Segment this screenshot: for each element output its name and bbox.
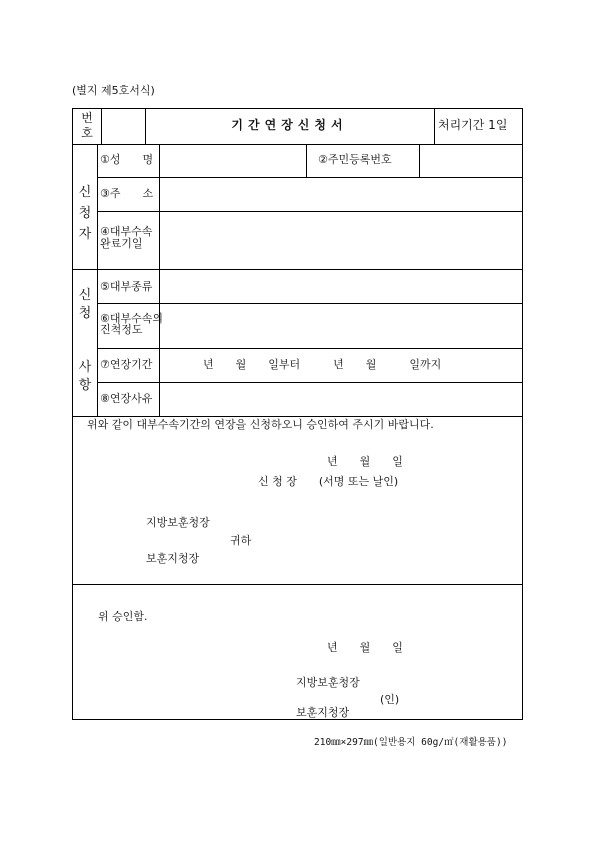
- recipient-branch-office: 보훈지청장: [146, 552, 200, 565]
- form-number-label: (별지 제5호서식): [72, 84, 155, 97]
- approval-statement: 위 승인함.: [98, 610, 148, 623]
- form-title: 기간연장신청서: [231, 118, 348, 132]
- progress-field[interactable]: [160, 304, 522, 347]
- approval-authority-regional: 지방보훈청장: [296, 676, 360, 689]
- resident-number-label: ②주민등록번호: [318, 153, 392, 166]
- extension-reason-field[interactable]: [160, 383, 522, 415]
- progress-label: ⑥대부수속의 진척정도: [100, 312, 163, 336]
- address-label: ③주 소: [100, 187, 154, 200]
- completion-date-label: ④대부수속 완료기일: [100, 225, 153, 250]
- number-label: 번 호: [81, 111, 93, 140]
- loan-type-label: ⑤대부종류: [100, 280, 153, 293]
- extension-period-value[interactable]: 년 월 일부터 년 월 일까지: [203, 358, 442, 371]
- applicant-group-label: 신 청 자: [78, 185, 92, 242]
- address-field[interactable]: [160, 178, 522, 210]
- application-date[interactable]: 년 월 일: [327, 455, 403, 468]
- applicant-signature[interactable]: 신 청 장 (서명 또는 날인): [258, 475, 399, 488]
- processing-period: 처리기간 1일: [438, 118, 508, 132]
- approval-authority-branch: 보훈지청장: [296, 706, 350, 719]
- extension-reason-label: ⑧연장사유: [100, 392, 153, 405]
- recipient-regional-office: 지방보훈청장: [146, 516, 210, 529]
- resident-number-field[interactable]: [420, 145, 522, 176]
- approval-seal: (인): [380, 693, 400, 706]
- approval-date[interactable]: 년 월 일: [327, 641, 403, 654]
- name-field[interactable]: [160, 145, 306, 176]
- loan-type-field[interactable]: [160, 270, 522, 302]
- extension-period-label: ⑦연장기간: [100, 358, 153, 371]
- name-label: ①성 명: [100, 153, 154, 166]
- recipient-honorific: 귀하: [230, 534, 252, 547]
- paper-spec-footer: 210㎜×297㎜(일반용지 60g/㎡(재활용품)): [314, 737, 508, 748]
- completion-date-field[interactable]: [160, 212, 522, 268]
- number-field[interactable]: [101, 108, 145, 144]
- application-statement: 위와 같이 대부수속기간의 연장을 신청하오니 승인하여 주시기 바랍니다.: [87, 418, 434, 431]
- request-group-label: 신 청 사 항: [78, 288, 92, 393]
